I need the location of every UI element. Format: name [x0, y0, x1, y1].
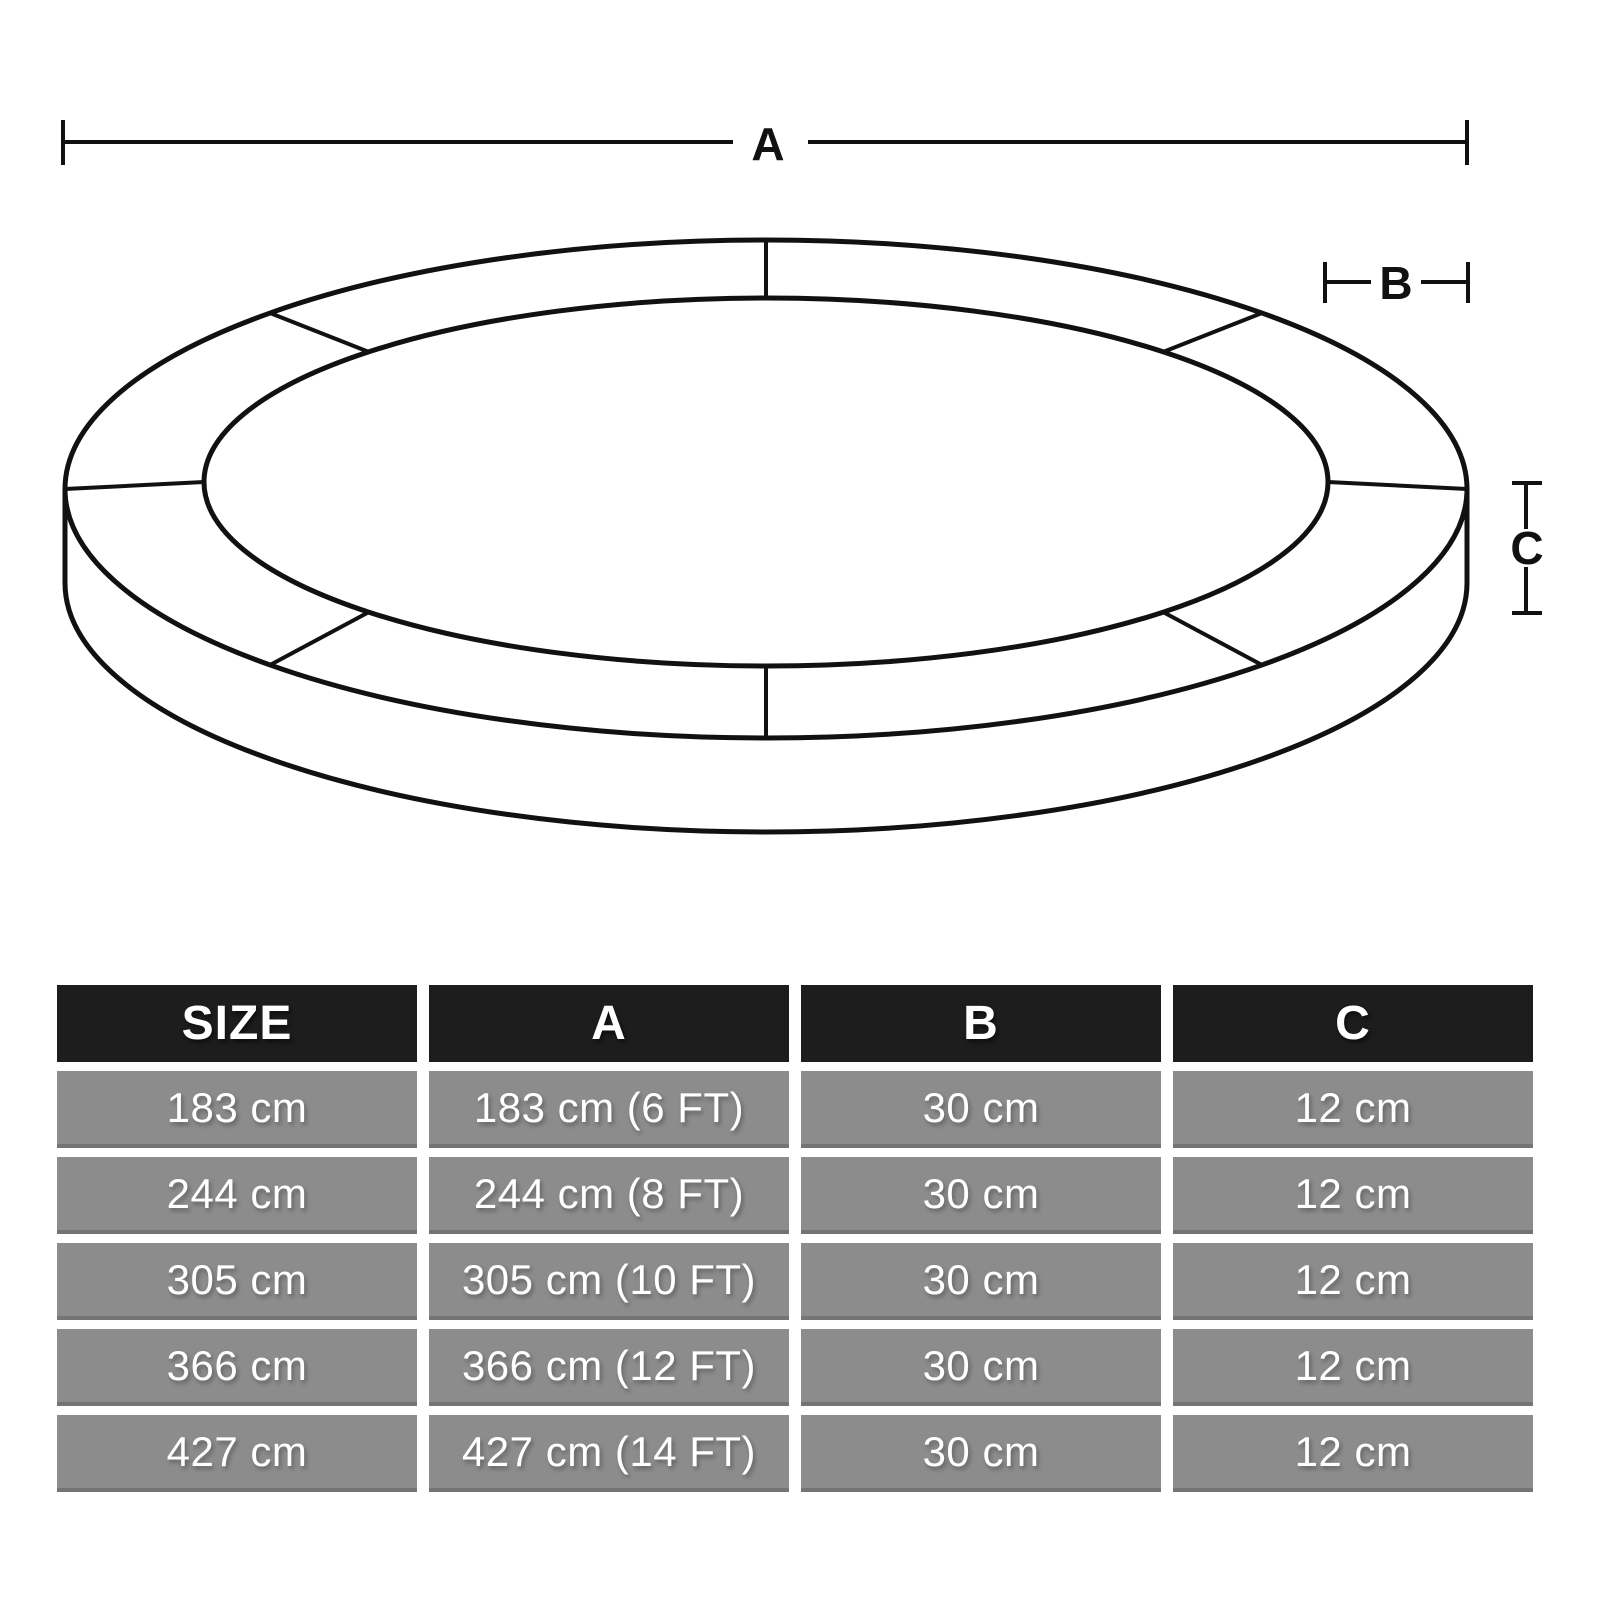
dimension-a	[63, 118, 1467, 170]
table-cell-c: 12 cm	[1173, 1157, 1533, 1234]
dimension-a-label: A	[751, 118, 785, 170]
table-cell-b: 30 cm	[801, 1415, 1161, 1492]
table-cell-c: 12 cm	[1173, 1243, 1533, 1320]
size-table	[57, 985, 1533, 1492]
dimension-b	[1325, 257, 1468, 309]
table-cell-size: 427 cm	[57, 1415, 417, 1492]
col-header-size: SIZE	[57, 985, 417, 1062]
table-cell-size: 183 cm	[57, 1071, 417, 1148]
dimension-c-label: C	[1510, 522, 1544, 574]
table-cell-c: 12 cm	[1173, 1415, 1533, 1492]
table-cell-b: 30 cm	[801, 1157, 1161, 1234]
col-header-c: C	[1173, 985, 1533, 1062]
table-cell-size: 244 cm	[57, 1157, 417, 1234]
table-cell-a: 244 cm (8 FT)	[429, 1157, 789, 1234]
table-cell-c: 12 cm	[1173, 1329, 1533, 1406]
col-header-a: A	[429, 985, 789, 1062]
table-cell-size: 305 cm	[57, 1243, 417, 1320]
table-cell-b: 30 cm	[801, 1329, 1161, 1406]
table-cell-c: 12 cm	[1173, 1071, 1533, 1148]
dimension-c	[1510, 483, 1543, 613]
pad-inner-edge	[204, 298, 1328, 666]
col-header-b: B	[801, 985, 1161, 1062]
table-cell-a: 427 cm (14 FT)	[429, 1415, 789, 1492]
dimension-b-label: B	[1379, 257, 1413, 309]
table-cell-a: 366 cm (12 FT)	[429, 1329, 789, 1406]
table-cell-b: 30 cm	[801, 1071, 1161, 1148]
table-cell-b: 30 cm	[801, 1243, 1161, 1320]
table-cell-size: 366 cm	[57, 1329, 417, 1406]
table-cell-a: 183 cm (6 FT)	[429, 1071, 789, 1148]
pad-ring-drawing	[65, 240, 1467, 832]
table-cell-a: 305 cm (10 FT)	[429, 1243, 789, 1320]
